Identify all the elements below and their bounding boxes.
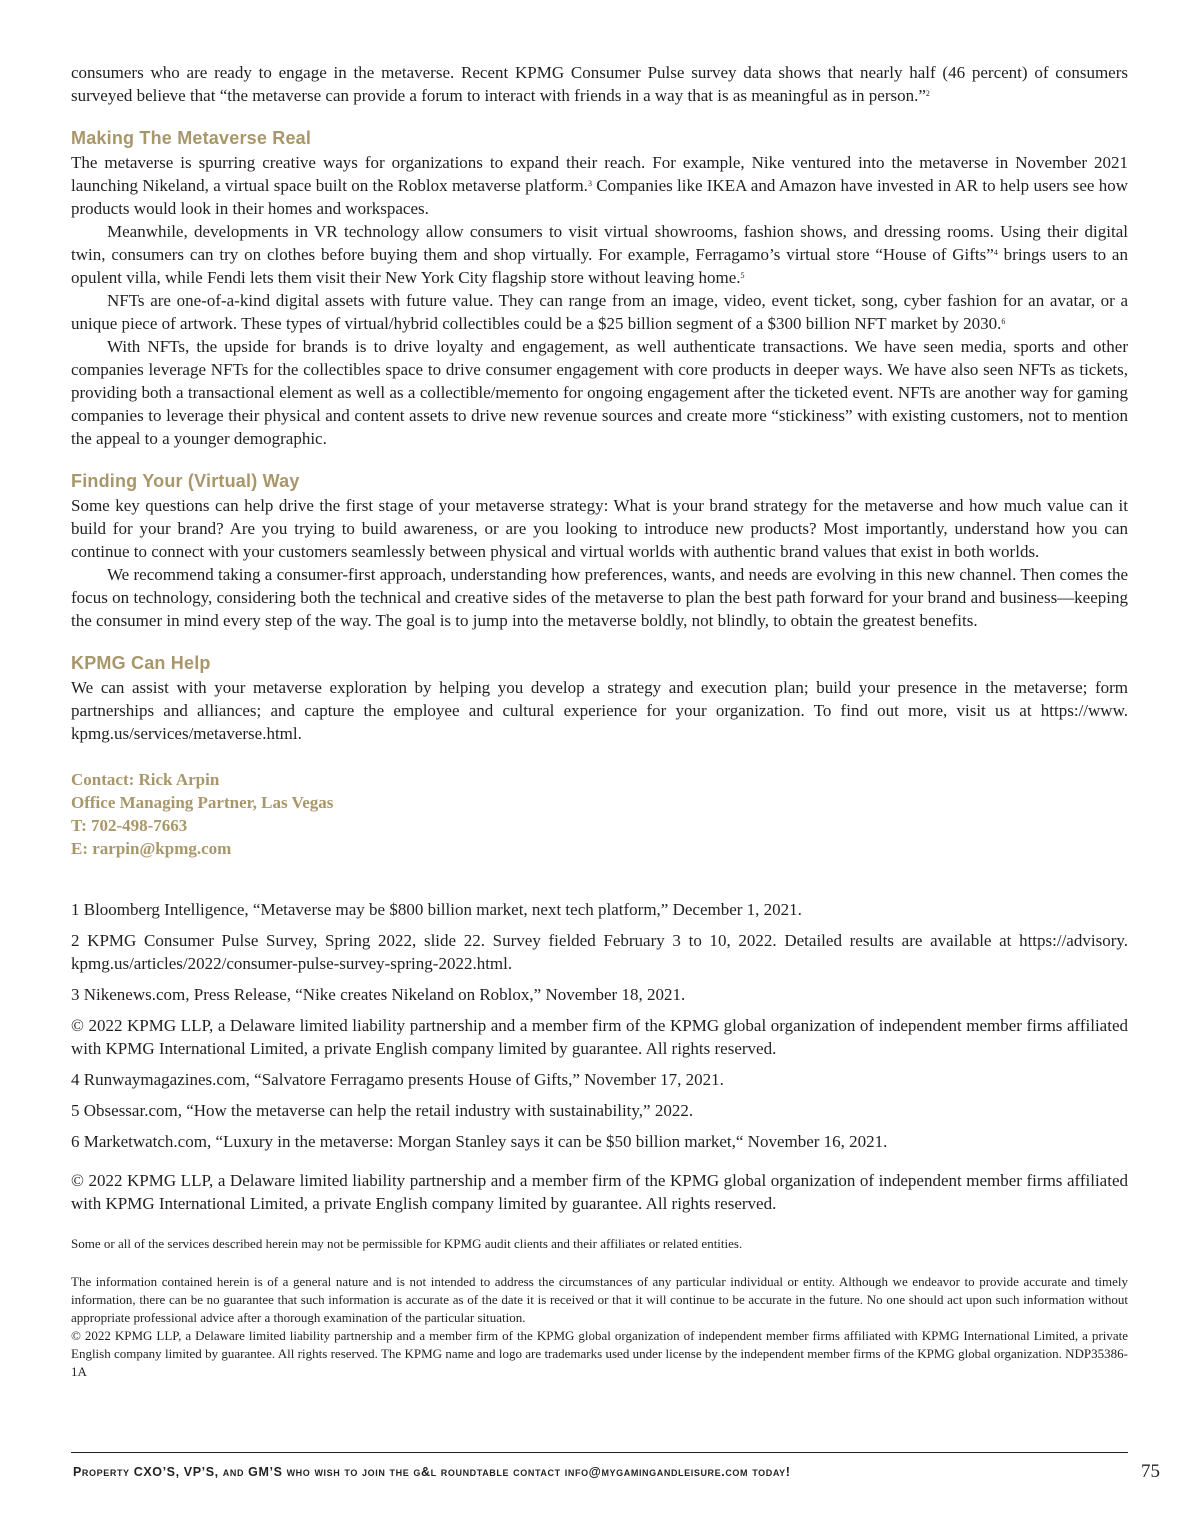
- footnote-ref: 2: [925, 89, 930, 98]
- legal-disclaimer: © 2022 KPMG LLP, a Delaware limited liability partnership and a member firm of the KPMG global organization of independent member firms affiliated with KPMG International Limited, a private English company limited by guarantee. All rights reserved. The KPMG name and logo are trademarks used under license by the independent member firms of the KPMG global organization. NDP35386-1A: [71, 1328, 1128, 1379]
- footnote-ref: 4: [993, 248, 998, 257]
- contact-email: E: rarpin@kpmg.com: [71, 839, 232, 858]
- contact-block: [71, 768, 1128, 860]
- reference-copyright: © 2022 KPMG LLP, a Delaware limited liability partnership and a member firm of the KPMG global organization of independent member firms affiliated with KPMG International Limited, a private English company limited by guarantee. All rights reserved.: [71, 1016, 1128, 1058]
- article-body: [71, 61, 1128, 1381]
- paragraph: The metaverse is spurring creative ways for organizations to expand their reach. For example, Nike ventured into the metaverse in November 2021 launching Nikeland, a virtual space built on the Roblox metaverse platform.$^3$ Companies like IKEA and Amazon have invested in AR to help users see how products would look in their homes and workspaces.: [71, 153, 1128, 218]
- section-kpmg-can-help: [71, 652, 1128, 745]
- paragraph: Some key questions can help drive the first stage of your metaverse strategy: What is your brand strategy for the metaverse and how much value can it build for your brand? Are you trying to build awareness, or are you looking to introduce new products? Most importantly, understand how you can continue to connect with your customers seamlessly between physical and virtual worlds with authentic brand values that exist in both worlds.: [71, 496, 1128, 561]
- section-making-metaverse-real: [71, 127, 1128, 450]
- intro-paragraph: consumers who are ready to engage in the metaverse. Recent KPMG Consumer Pulse survey data shows that nearly half (46 percent) of consumers surveyed believe that “the metaverse can provide a forum to interact with friends in a way that is as meaningful as in person.”$^2$: [71, 63, 1128, 105]
- reference-item: 1 Bloomberg Intelligence, “Metaverse may be $800 billion market, next tech platform,” December 1, 2021.: [71, 900, 802, 919]
- footnote-ref: 5: [740, 271, 745, 280]
- services-disclaimer: Some or all of the services described herein may not be permissible for KPMG audit clients and their affiliates or related entities.: [71, 1236, 743, 1251]
- paragraph: We can assist with your metaverse exploration by helping you develop a strategy and execution plan; build your presence in the metaverse; form partnerships and alliances; and capture the employee and cultural experience for your organization. To find out more, visit us at https://www. kpmg.us/services/metaverse.html.: [71, 678, 1128, 743]
- reference-item: 4 Runwaymagazines.com, “Salvatore Ferragamo presents House of Gifts,” November 17, 2021.: [71, 1070, 724, 1089]
- paragraph: With NFTs, the upside for brands is to drive loyalty and engagement, as well authenticate transactions. We have seen media, sports and other companies leverage NFTs for the collectibles space to drive consumer engagement with core products in deeper ways. We have also seen NFTs as tickets, providing both a transactional element as well as a collectible/memento for ongoing engagement after the ticketed event. NFTs are another way for gaming companies to leverage their physical and content assets to drive new revenue sources and create more “stickiness” with existing customers, not to mention the appeal to a younger demographic.: [71, 337, 1128, 448]
- contact-phone: T: 702-498-7663: [71, 816, 188, 835]
- paragraph: NFTs are one-of-a-kind digital assets with future value. They can range from an image, video, event ticket, song, cyber fashion for an avatar, or a unique piece of artwork. These types of virtual/hybrid collectibles could be a $25 billion segment of a $300 billion NFT market by 2030.$^6$: [71, 291, 1128, 333]
- paragraph: Meanwhile, developments in VR technology allow consumers to visit virtual showrooms, fashion shows, and dressing rooms. Using their digital twin, consumers can try on clothes before buying them and shop virtually. For example, Ferragamo’s virtual store “House of Gifts”$^4$ brings users to an opulent villa, while Fendi lets them visit their New York City flagship store without leaving home.$^5$: [71, 222, 1128, 287]
- footer-divider: [71, 1452, 1128, 1453]
- contact-name: Contact: Rick Arpin: [71, 770, 220, 789]
- reference-item: 2 KPMG Consumer Pulse Survey, Spring 2022, slide 22. Survey fielded February 3 to 10, 2022. Detailed results are available at https://advisory. kpmg.us/articles/2022/consumer-pulse-survey-spring-2022.html.: [71, 931, 1128, 973]
- contact-title: Office Managing Partner, Las Vegas: [71, 793, 334, 812]
- page-number: 75: [1141, 1461, 1160, 1482]
- footnote-ref: 3: [587, 179, 592, 188]
- copyright-notice: © 2022 KPMG LLP, a Delaware limited liability partnership and a member firm of the KPMG global organization of independent member firms affiliated with KPMG International Limited, a private English company limited by guarantee. All rights reserved.: [71, 1171, 1128, 1213]
- section-heading: Making The Metaverse Real: [71, 128, 312, 148]
- footnote-ref: 6: [1001, 317, 1006, 326]
- reference-item: 5 Obsessar.com, “How the metaverse can help the retail industry with sustainability,” 2022.: [71, 1101, 694, 1120]
- reference-item: 3 Nikenews.com, Press Release, “Nike creates Nikeland on Roblox,” November 18, 2021.: [71, 985, 686, 1004]
- paragraph: We recommend taking a consumer-first approach, understanding how preferences, wants, and needs are evolving in this new channel. Then comes the focus on technology, considering both the technical and creative sides of the metaverse to plan the best path forward for your brand and business—keeping the consumer in mind every step of the way. The goal is to jump into the metaverse boldly, not blindly, to obtain the greatest benefits.: [71, 565, 1128, 630]
- section-heading: Finding Your (Virtual) Way: [71, 471, 300, 491]
- section-finding-virtual-way: [71, 470, 1128, 632]
- references-list: [71, 898, 1128, 1153]
- section-heading: KPMG Can Help: [71, 653, 211, 673]
- general-disclaimer: The information contained herein is of a general nature and is not intended to address the circumstances of any particular individual or entity. Although we endeavor to provide accurate and timely information, there can be no guarantee that such information is accurate as of the date it is received or that it will continue to be accurate in the future. No one should act upon such information without appropriate professional advice after a thorough examination of the particular situation.: [71, 1274, 1128, 1325]
- footer-banner: Property CXO’S, VP’S, and GM’S who wish to join the g&l roundtable contact info@mygamingandleisure.com today!: [73, 1465, 791, 1479]
- reference-item: 6 Marketwatch.com, “Luxury in the metaverse: Morgan Stanley says it can be $50 billion market,“ November 16, 2021.: [71, 1132, 888, 1151]
